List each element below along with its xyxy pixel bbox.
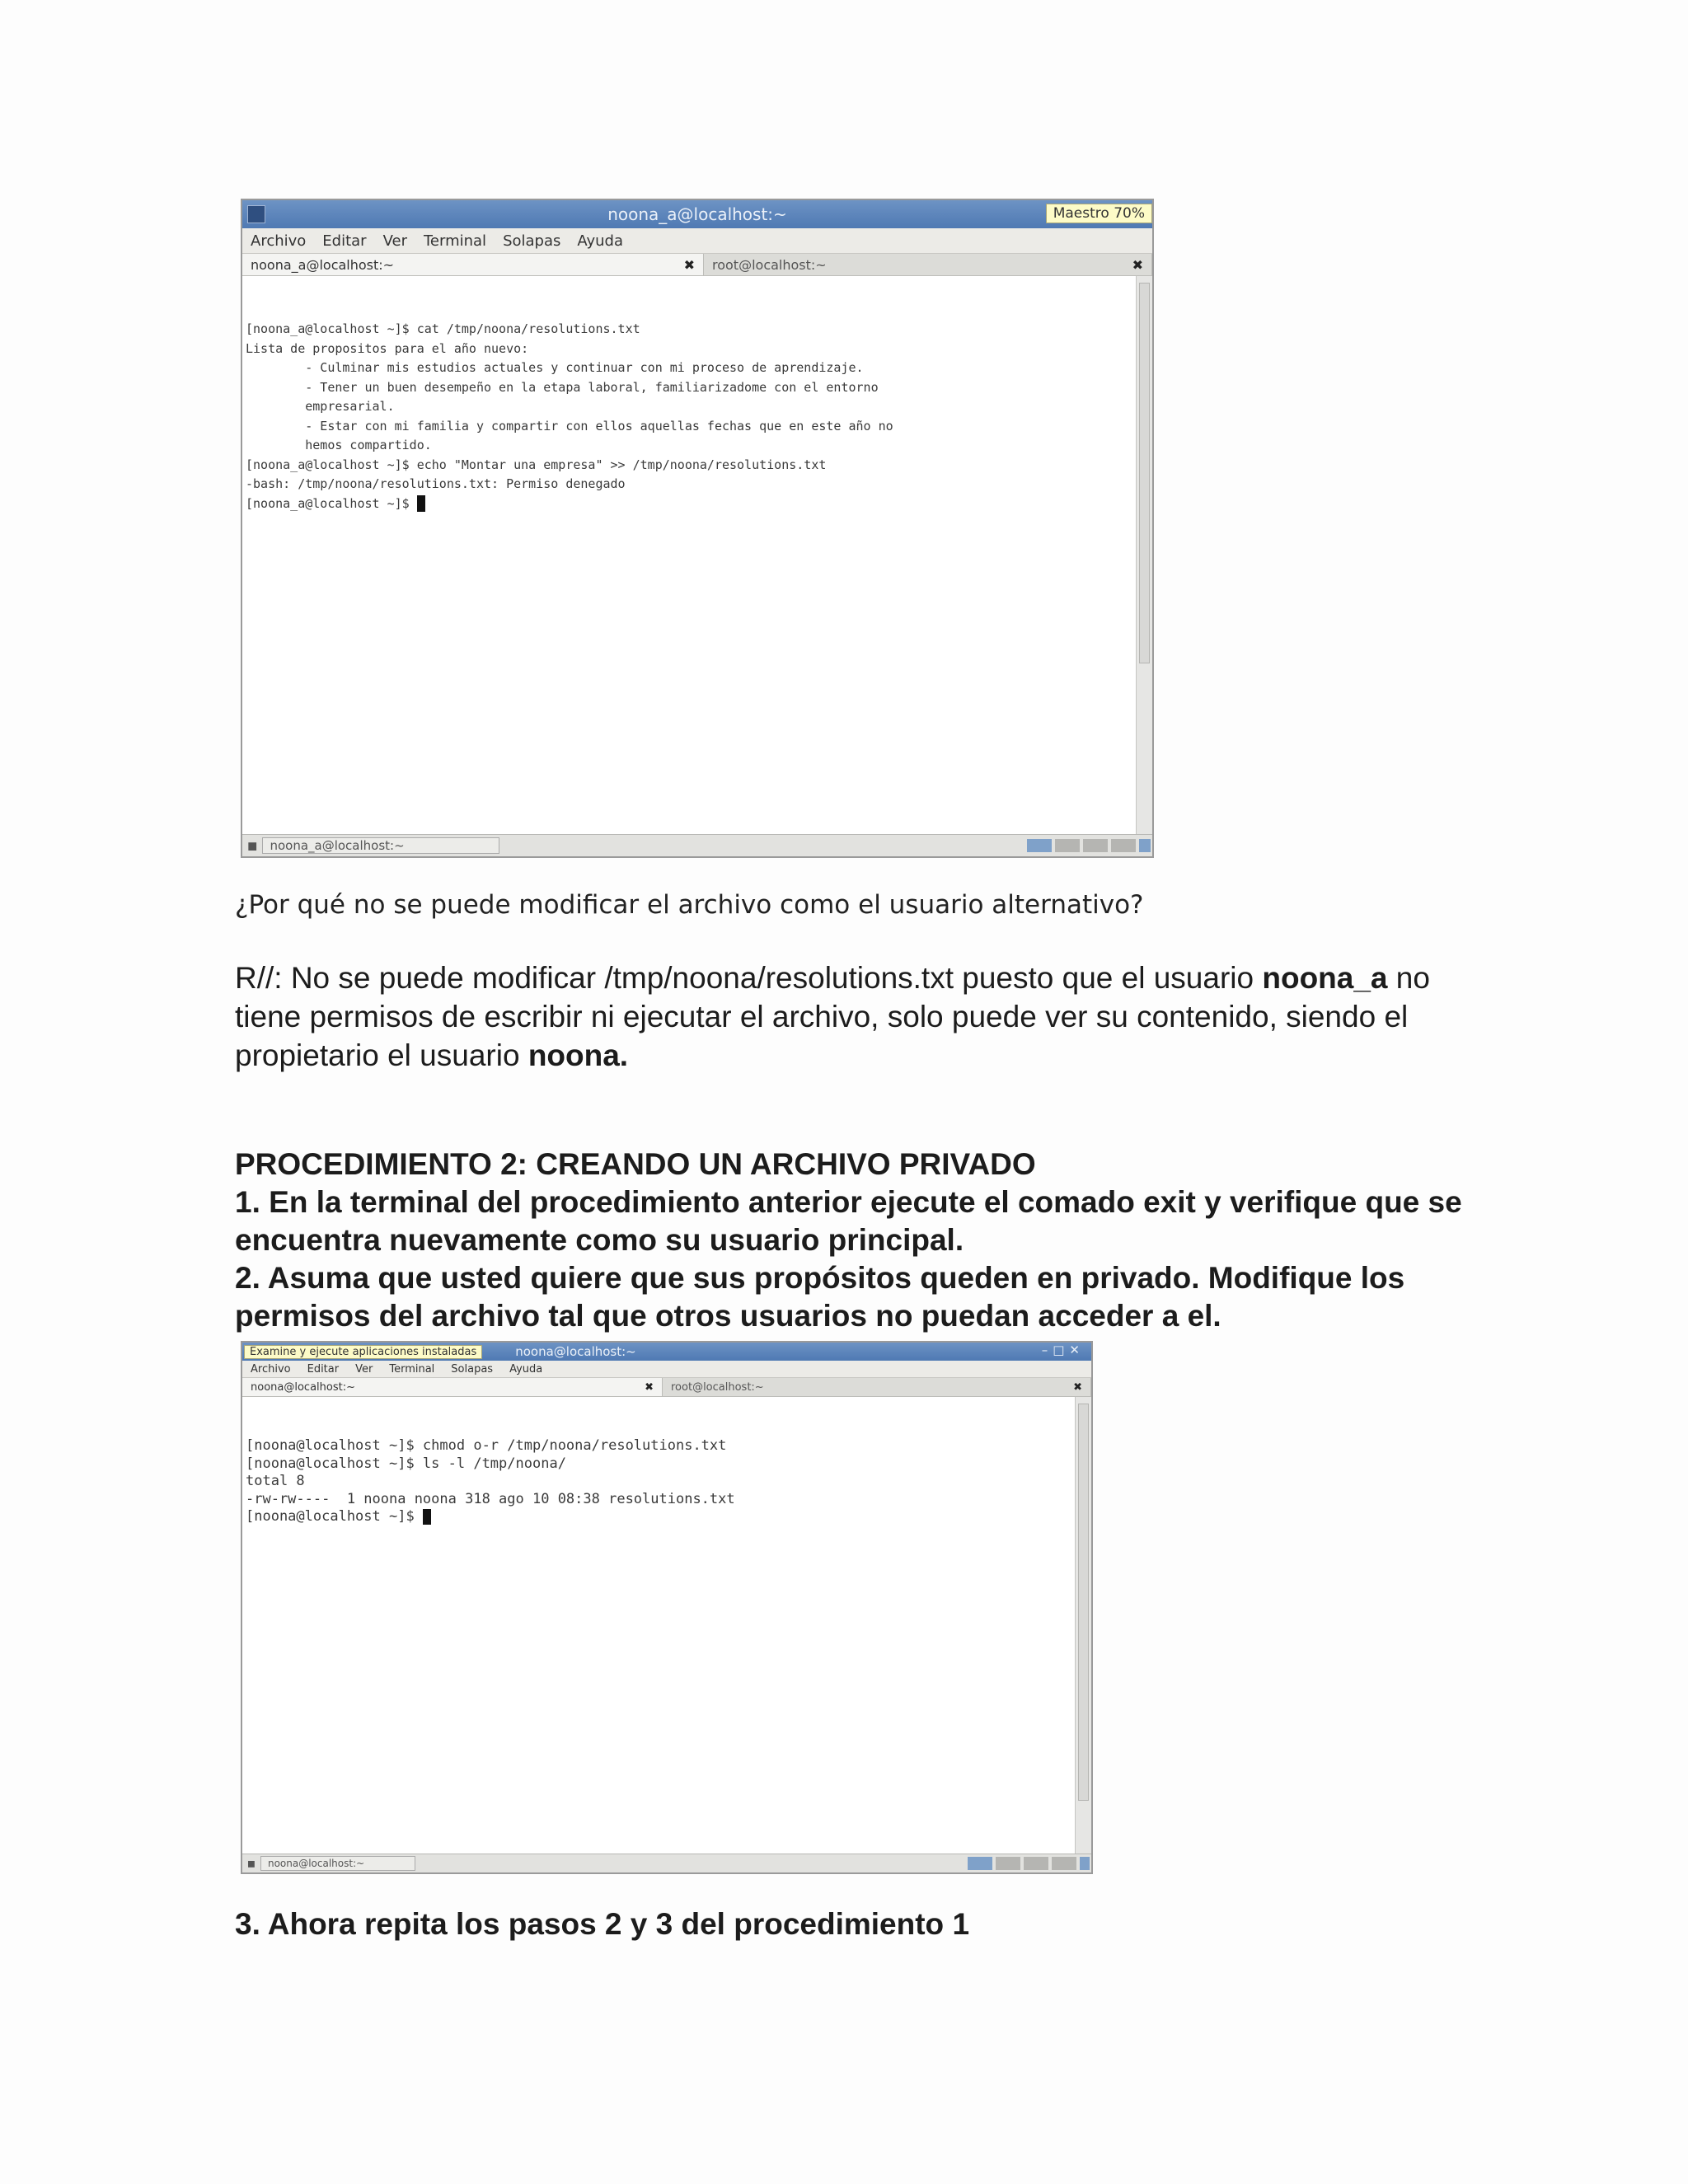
menu-archivo[interactable]: Archivo: [251, 232, 307, 250]
terminal-line: [noona@localhost ~]$ chmod o-r /tmp/noona/resolutions.txt: [246, 1437, 727, 1454]
taskbar-item-label: noona_a@localhost:~: [270, 838, 405, 853]
terminal-output[interactable]: [242, 276, 1136, 835]
menu-bar: [242, 228, 1152, 254]
terminal-line: -bash: /tmp/noona/resolutions.txt: Permiso denegado: [246, 476, 626, 491]
workspace-4[interactable]: [1111, 839, 1136, 852]
taskbar-item[interactable]: [262, 837, 499, 854]
procedure-step-3: 3. Ahora repita los pasos 2 y 3 del procedimiento 1: [235, 1907, 970, 1941]
close-tab-icon[interactable]: ✖: [645, 1380, 654, 1394]
tab-root[interactable]: [663, 1378, 1091, 1396]
terminal-line: [noona_a@localhost ~]$ echo "Montar una empresa" >> /tmp/noona/resolutions.txt: [246, 457, 827, 472]
terminal-line: Lista de propositos para el año nuevo:: [246, 340, 529, 356]
show-desktop-icon[interactable]: ◼: [247, 1858, 256, 1869]
workspace-2[interactable]: [996, 1857, 1020, 1870]
vertical-scrollbar[interactable]: [1136, 276, 1152, 835]
menu-editar[interactable]: Editar: [307, 1362, 340, 1376]
window-controls: [1042, 1343, 1085, 1357]
terminal-line: - Culminar mis estudios actuales y continuar con mi proceso de aprendizaje.: [246, 360, 864, 375]
window-titlebar[interactable]: [242, 1343, 1091, 1361]
procedure-block: [235, 1146, 1471, 1335]
answer-text: R//: No se puede modificar /tmp/noona/resolutions.txt puesto que el usuario: [235, 961, 1254, 995]
text-cursor: [417, 495, 425, 512]
menu-terminal[interactable]: Terminal: [423, 232, 487, 250]
procedure-step-2: 2. Asuma que usted quiere que sus propósitos queden en privado. Modifique los permisos del archivo tal que otros usuarios no puedan acceder a el.: [235, 1261, 1405, 1333]
menu-ayuda[interactable]: Ayuda: [509, 1362, 543, 1376]
terminal-window-2: [241, 1341, 1093, 1874]
workspace-4[interactable]: [1052, 1857, 1076, 1870]
menu-terminal[interactable]: Terminal: [389, 1362, 435, 1376]
taskbar: [242, 1854, 1091, 1872]
terminal-line: hemos compartido.: [246, 438, 432, 452]
tab-label: root@localhost:~: [671, 1380, 764, 1394]
menu-archivo[interactable]: Archivo: [251, 1362, 291, 1376]
terminal-line: total 8: [246, 1473, 305, 1489]
terminal-output[interactable]: [242, 1397, 1075, 1854]
window-title: noona_a@localhost:~: [607, 204, 787, 224]
menu-solapas[interactable]: Solapas: [503, 232, 561, 250]
procedure-step-1: 1. En la terminal del procedimiento anterior ejecute el comado exit y verifique que se encuentra nuevamente como su usuario principal.: [235, 1185, 1462, 1257]
window-title: noona@localhost:~: [515, 1344, 636, 1359]
answer-user-owner: noona.: [528, 1038, 629, 1072]
terminal-app-icon[interactable]: [247, 205, 265, 223]
workspace-1[interactable]: [1027, 839, 1052, 852]
show-desktop-icon[interactable]: ◼: [247, 838, 258, 853]
close-tab-icon[interactable]: ✖: [683, 256, 695, 273]
close-tab-icon[interactable]: ✖: [1073, 1380, 1082, 1394]
menu-ver[interactable]: Ver: [355, 1362, 373, 1376]
workspace-1[interactable]: [968, 1857, 992, 1870]
menu-bar: [242, 1361, 1091, 1378]
taskbar: [242, 834, 1152, 856]
minimize-icon[interactable]: –: [1041, 1343, 1053, 1357]
workspace-3[interactable]: [1083, 839, 1108, 852]
prompt-line: [246, 494, 1132, 514]
workspace-3[interactable]: [1024, 1857, 1048, 1870]
procedure-heading: PROCEDIMIENTO 2: CREANDO UN ARCHIVO PRIVADO: [235, 1147, 1036, 1181]
answer-text: no tiene permisos de escribir ni ejecutar el archivo, solo puede ver su contenido, siendo el propietario el usuario: [235, 961, 1430, 1072]
terminal-line: -rw-rw---- 1 noona noona 318 ago 10 08:38 resolutions.txt: [246, 1490, 735, 1507]
tab-label: root@localhost:~: [712, 256, 827, 273]
prompt-line: [246, 1508, 1071, 1526]
terminal-line: [noona_a@localhost ~]$ cat /tmp/noona/resolutions.txt: [246, 321, 640, 336]
maximize-icon[interactable]: □: [1053, 1343, 1070, 1357]
tooltip-badge: Examine y ejecute aplicaciones instaladas: [244, 1345, 482, 1359]
tab-bar: [242, 1378, 1091, 1397]
answer-paragraph: [235, 958, 1488, 1075]
terminal-line: [noona@localhost ~]$ ls -l /tmp/noona/: [246, 1455, 566, 1472]
scrollbar-thumb[interactable]: [1139, 283, 1150, 663]
prompt: [noona@localhost ~]$: [246, 1508, 423, 1525]
tab-label: noona_a@localhost:~: [251, 256, 395, 273]
window-titlebar[interactable]: [242, 200, 1152, 228]
taskbar-item[interactable]: [260, 1856, 415, 1870]
taskbar-item-label: noona@localhost:~: [267, 1857, 365, 1869]
terminal-line: - Tener un buen desempeño en la etapa laboral, familiarizadome con el entorno: [246, 379, 879, 395]
tab-root[interactable]: [704, 254, 1152, 275]
question: ¿Por qué no se puede modificar el archivo como el usuario alternativo?: [235, 890, 1144, 920]
close-tab-icon[interactable]: ✖: [1132, 256, 1143, 273]
tooltip-badge: Maestro 70%: [1046, 204, 1152, 223]
tab-bar: [242, 254, 1152, 276]
menu-ver[interactable]: Ver: [382, 232, 407, 250]
answer-user-alt: noona_a: [1262, 961, 1388, 995]
menu-editar[interactable]: Editar: [322, 232, 367, 250]
close-icon[interactable]: ✕: [1069, 1343, 1085, 1357]
scrollbar-thumb[interactable]: [1078, 1404, 1089, 1801]
vertical-scrollbar[interactable]: [1075, 1397, 1091, 1854]
menu-ayuda[interactable]: Ayuda: [577, 232, 623, 250]
tab-noona[interactable]: [242, 1378, 663, 1396]
tab-label: noona@localhost:~: [251, 1380, 355, 1394]
trash-icon[interactable]: [1139, 839, 1151, 852]
trash-icon[interactable]: [1080, 1857, 1090, 1870]
text-cursor: [423, 1509, 431, 1525]
workspace-2[interactable]: [1055, 839, 1080, 852]
tab-noona-a[interactable]: [242, 254, 704, 275]
prompt: [noona_a@localhost ~]$: [246, 495, 417, 511]
menu-solapas[interactable]: Solapas: [451, 1362, 494, 1376]
terminal-line: empresarial.: [246, 399, 395, 414]
terminal-window-1: [241, 199, 1154, 858]
terminal-line: - Estar con mi familia y compartir con ellos aquellas fechas que en este año no: [246, 418, 893, 434]
